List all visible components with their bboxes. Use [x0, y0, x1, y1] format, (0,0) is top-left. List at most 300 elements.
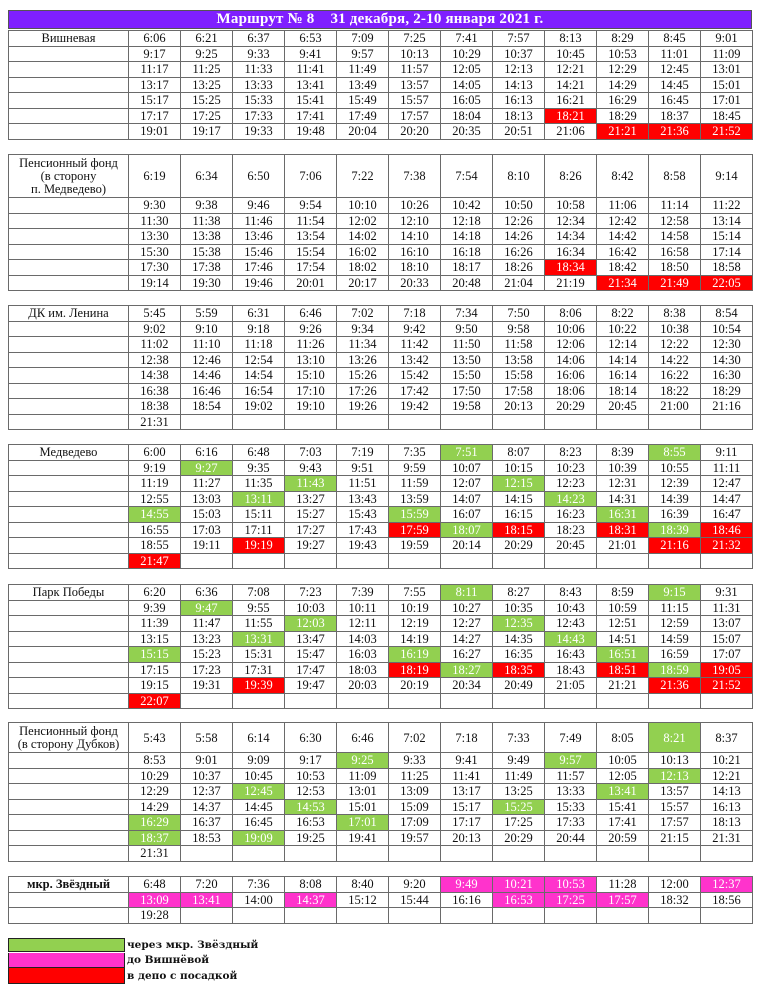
- departure-time: 14:02: [337, 229, 389, 245]
- departure-time: 16:55: [129, 522, 181, 538]
- departure-time: 7:34: [441, 306, 493, 322]
- departure-time: 16:35: [493, 647, 545, 663]
- table-row: [9, 229, 753, 245]
- departure-time: 12:58: [649, 213, 701, 229]
- departure-time: 17:49: [337, 108, 389, 124]
- departure-time: 20:01: [285, 275, 337, 291]
- departure-time: 9:46: [233, 198, 285, 214]
- stop-name: Вишневая: [9, 31, 129, 47]
- departure-time: 13:17: [441, 784, 493, 800]
- departure-time: 12:53: [285, 784, 337, 800]
- departure-time: 20:44: [545, 830, 597, 846]
- legend-swatch-green: [8, 938, 125, 952]
- departure-time: 11:41: [441, 768, 493, 784]
- departure-time: 11:30: [129, 213, 181, 229]
- departure-time: 16:14: [597, 368, 649, 384]
- departure-time: [441, 553, 493, 569]
- departure-time: 17:47: [285, 662, 337, 678]
- departure-time: 16:22: [649, 368, 701, 384]
- departure-time: 12:51: [597, 616, 649, 632]
- departure-time: [597, 553, 649, 569]
- departure-time: 9:54: [285, 198, 337, 214]
- departure-time: 21:21: [597, 678, 649, 694]
- departure-time: 21:16: [649, 538, 701, 554]
- departure-time: 20:35: [441, 124, 493, 140]
- schedule-section: [8, 722, 753, 862]
- departure-time: 12:47: [701, 476, 753, 492]
- departure-time: 8:39: [597, 445, 649, 461]
- table-row: [9, 198, 753, 214]
- departure-time: 13:25: [181, 77, 233, 93]
- departure-time: 15:31: [233, 647, 285, 663]
- table-row: [9, 31, 753, 47]
- departure-time: [233, 693, 285, 709]
- departure-time: 21:19: [545, 275, 597, 291]
- departure-time: [493, 908, 545, 924]
- departure-time: 5:58: [181, 723, 233, 753]
- departure-time: 7:09: [337, 31, 389, 47]
- departure-time: 6:48: [129, 877, 181, 893]
- departure-time: 18:39: [649, 522, 701, 538]
- departure-time: 15:25: [493, 799, 545, 815]
- departure-time: 12:03: [285, 616, 337, 632]
- departure-time: 15:50: [441, 368, 493, 384]
- departure-time: 11:49: [493, 768, 545, 784]
- departure-time: 13:59: [389, 491, 441, 507]
- departure-time: 18:51: [597, 662, 649, 678]
- table-row: [9, 693, 753, 709]
- departure-time: 15:10: [285, 368, 337, 384]
- departure-time: 11:28: [597, 877, 649, 893]
- departure-time: 11:57: [389, 62, 441, 78]
- departure-time: 12:13: [649, 768, 701, 784]
- departure-time: 7:49: [545, 723, 597, 753]
- stop-name: [9, 723, 129, 753]
- departure-time: 15:15: [129, 647, 181, 663]
- departure-time: 10:37: [493, 46, 545, 62]
- departure-time: 8:40: [337, 877, 389, 893]
- departure-time: 19:05: [701, 662, 753, 678]
- departure-time: 11:33: [233, 62, 285, 78]
- stop-name-empty: [9, 600, 129, 616]
- departure-time: 17:57: [597, 892, 649, 908]
- departure-time: 16:15: [493, 507, 545, 523]
- table-row: [9, 522, 753, 538]
- departure-time: 14:47: [701, 491, 753, 507]
- departure-time: 17:03: [181, 522, 233, 538]
- departure-time: 11:09: [701, 46, 753, 62]
- departure-time: 9:27: [181, 460, 233, 476]
- departure-time: 16:05: [441, 93, 493, 109]
- stop-name-empty: [9, 892, 129, 908]
- stop-name-empty: [9, 768, 129, 784]
- departure-time: 15:38: [181, 244, 233, 260]
- stop-name-empty: [9, 198, 129, 214]
- departure-time: 11:19: [129, 476, 181, 492]
- departure-time: 10:05: [597, 753, 649, 769]
- departure-time: 14:14: [597, 352, 649, 368]
- departure-time: 7:36: [233, 877, 285, 893]
- stop-name-empty: [9, 507, 129, 523]
- departure-time: [285, 414, 337, 430]
- table-row: [9, 46, 753, 62]
- table-row: [9, 723, 753, 753]
- departure-time: 15:43: [337, 507, 389, 523]
- departure-time: 15:23: [181, 647, 233, 663]
- departure-time: 21:00: [649, 399, 701, 415]
- departure-time: 18:13: [701, 815, 753, 831]
- departure-time: 19:57: [389, 830, 441, 846]
- departure-time: 21:34: [597, 275, 649, 291]
- departure-time: 12:27: [441, 616, 493, 632]
- table-row: [9, 753, 753, 769]
- departure-time: 10:13: [649, 753, 701, 769]
- departure-time: 12:23: [545, 476, 597, 492]
- departure-time: 12:34: [545, 213, 597, 229]
- departure-time: 16:03: [337, 647, 389, 663]
- departure-time: 8:08: [285, 877, 337, 893]
- departure-time: 17:25: [493, 815, 545, 831]
- departure-time: 14:31: [597, 491, 649, 507]
- departure-time: 6:37: [233, 31, 285, 47]
- departure-time: 16:10: [389, 244, 441, 260]
- departure-time: 13:47: [285, 631, 337, 647]
- departure-time: 11:15: [649, 600, 701, 616]
- departure-time: 20:13: [441, 830, 493, 846]
- departure-time: 13:17: [129, 77, 181, 93]
- departure-time: 9:26: [285, 321, 337, 337]
- departure-time: 9:51: [337, 460, 389, 476]
- departure-time: 11:49: [337, 62, 389, 78]
- departure-time: 19:41: [337, 830, 389, 846]
- departure-time: 19:48: [285, 124, 337, 140]
- departure-time: 9:25: [181, 46, 233, 62]
- table-row: [9, 846, 753, 862]
- departure-time: 7:41: [441, 31, 493, 47]
- departure-time: 21:01: [597, 538, 649, 554]
- departure-time: 16:31: [597, 507, 649, 523]
- departure-time: 21:31: [701, 830, 753, 846]
- departure-time: 9:17: [285, 753, 337, 769]
- legend: [8, 937, 258, 984]
- departure-time: 16:29: [129, 815, 181, 831]
- departure-time: 16:47: [701, 507, 753, 523]
- departure-time: 17:42: [389, 383, 441, 399]
- departure-time: 9:09: [233, 753, 285, 769]
- table-row: [9, 62, 753, 78]
- departure-time: 9:14: [701, 155, 753, 198]
- departure-time: 11:34: [337, 337, 389, 353]
- route-dates: 31 декабря, 2-10 января 2021 г.: [330, 11, 544, 27]
- departure-time: [441, 846, 493, 862]
- departure-time: 9:01: [181, 753, 233, 769]
- departure-time: 13:09: [129, 892, 181, 908]
- table-row: [9, 306, 753, 322]
- departure-time: 12:46: [181, 352, 233, 368]
- departure-time: 10:23: [545, 460, 597, 476]
- departure-time: 19:39: [233, 678, 285, 694]
- departure-time: 17:17: [441, 815, 493, 831]
- departure-time: 10:53: [545, 877, 597, 893]
- departure-time: 6:31: [233, 306, 285, 322]
- table-row: [9, 647, 753, 663]
- departure-time: 11:50: [441, 337, 493, 353]
- departure-time: 6:19: [129, 155, 181, 198]
- departure-time: 12:14: [597, 337, 649, 353]
- departure-time: 14:58: [649, 229, 701, 245]
- departure-time: 11:01: [649, 46, 701, 62]
- departure-time: 18:21: [545, 108, 597, 124]
- schedule-section: [8, 584, 753, 709]
- departure-time: 14:06: [545, 352, 597, 368]
- table-row: [9, 124, 753, 140]
- stop-name-empty: [9, 538, 129, 554]
- departure-time: 17:25: [545, 892, 597, 908]
- departure-time: 9:10: [181, 321, 233, 337]
- departure-time: 11:02: [129, 337, 181, 353]
- departure-time: 6:46: [337, 723, 389, 753]
- departure-time: 21:31: [129, 414, 181, 430]
- stop-name-empty: [9, 830, 129, 846]
- departure-time: 20:33: [389, 275, 441, 291]
- departure-time: 8:23: [545, 445, 597, 461]
- departure-time: 15:33: [545, 799, 597, 815]
- departure-time: 7:57: [493, 31, 545, 47]
- departure-time: 10:10: [337, 198, 389, 214]
- departure-time: 7:39: [337, 585, 389, 601]
- departure-time: 20:03: [337, 678, 389, 694]
- table-row: [9, 538, 753, 554]
- legend-label: в депо с посадкой: [127, 969, 238, 982]
- departure-time: 22:05: [701, 275, 753, 291]
- stop-name-line: Пенсионный фонд: [19, 723, 118, 738]
- departure-time: 8:58: [649, 155, 701, 198]
- departure-time: 13:43: [337, 491, 389, 507]
- departure-time: 12:29: [129, 784, 181, 800]
- departure-time: 11:31: [701, 600, 753, 616]
- departure-time: 12:10: [389, 213, 441, 229]
- departure-time: 18:02: [337, 260, 389, 276]
- stop-name-empty: [9, 108, 129, 124]
- departure-time: 20:17: [337, 275, 389, 291]
- departure-time: [337, 846, 389, 862]
- departure-time: 15:17: [129, 93, 181, 109]
- departure-time: 12:13: [493, 62, 545, 78]
- departure-time: 17:09: [389, 815, 441, 831]
- stop-name: [9, 155, 129, 198]
- departure-time: 15:46: [233, 244, 285, 260]
- departure-time: 18:17: [441, 260, 493, 276]
- departure-time: 14:43: [545, 631, 597, 647]
- departure-time: 11:25: [389, 768, 441, 784]
- departure-time: 14:18: [441, 229, 493, 245]
- departure-time: 14:37: [181, 799, 233, 815]
- departure-time: 17:41: [597, 815, 649, 831]
- departure-time: 18:55: [129, 538, 181, 554]
- departure-time: [337, 553, 389, 569]
- departure-time: 14:34: [545, 229, 597, 245]
- departure-time: [389, 553, 441, 569]
- departure-time: 14:29: [129, 799, 181, 815]
- departure-time: 7:33: [493, 723, 545, 753]
- departure-time: 17:38: [181, 260, 233, 276]
- departure-time: 15:14: [701, 229, 753, 245]
- departure-time: [597, 414, 649, 430]
- departure-time: 16:30: [701, 368, 753, 384]
- departure-time: 17:58: [493, 383, 545, 399]
- departure-time: 15:01: [337, 799, 389, 815]
- departure-time: 8:45: [649, 31, 701, 47]
- departure-time: 9:01: [701, 31, 753, 47]
- stop-name-empty: [9, 213, 129, 229]
- departure-time: 14:42: [597, 229, 649, 245]
- table-row: [9, 368, 753, 384]
- departure-time: 17:57: [649, 815, 701, 831]
- departure-time: [181, 908, 233, 924]
- table-row: [9, 553, 753, 569]
- departure-time: 9:34: [337, 321, 389, 337]
- departure-time: 9:49: [441, 877, 493, 893]
- departure-time: 12:35: [493, 616, 545, 632]
- departure-time: 18:46: [701, 522, 753, 538]
- departure-time: 18:06: [545, 383, 597, 399]
- departure-time: 10:38: [649, 321, 701, 337]
- departure-time: 15:09: [389, 799, 441, 815]
- departure-time: 12:45: [649, 62, 701, 78]
- departure-time: 20:45: [545, 538, 597, 554]
- departure-time: 13:26: [337, 352, 389, 368]
- departure-time: 15:12: [337, 892, 389, 908]
- departure-time: 14:46: [181, 368, 233, 384]
- departure-time: 12:06: [545, 337, 597, 353]
- departure-time: 15:49: [337, 93, 389, 109]
- departure-time: 6:36: [181, 585, 233, 601]
- stop-name-empty: [9, 93, 129, 109]
- departure-time: 18:07: [441, 522, 493, 538]
- departure-time: 9:57: [337, 46, 389, 62]
- departure-time: 12:05: [441, 62, 493, 78]
- departure-time: 16:51: [597, 647, 649, 663]
- departure-time: 9:57: [545, 753, 597, 769]
- departure-time: 16:45: [233, 815, 285, 831]
- departure-time: 18:27: [441, 662, 493, 678]
- departure-time: 17:57: [389, 108, 441, 124]
- stop-name: Парк Победы: [9, 585, 129, 601]
- departure-time: 18:13: [493, 108, 545, 124]
- departure-time: 10:37: [181, 768, 233, 784]
- departure-time: 12:11: [337, 616, 389, 632]
- departure-time: 20:34: [441, 678, 493, 694]
- departure-time: 19:14: [129, 275, 181, 291]
- departure-time: 8:59: [597, 585, 649, 601]
- departure-time: [181, 846, 233, 862]
- table-row: [9, 507, 753, 523]
- departure-time: [233, 908, 285, 924]
- stop-name-empty: [9, 553, 129, 569]
- departure-time: 11:59: [389, 476, 441, 492]
- departure-time: 10:21: [493, 877, 545, 893]
- departure-time: 18:19: [389, 662, 441, 678]
- departure-time: 16:53: [493, 892, 545, 908]
- departure-time: 17:10: [285, 383, 337, 399]
- table-row: [9, 108, 753, 124]
- departure-time: 7:19: [337, 445, 389, 461]
- departure-time: [597, 846, 649, 862]
- stop-name-empty: [9, 62, 129, 78]
- departure-time: 14:45: [233, 799, 285, 815]
- departure-time: 14:10: [389, 229, 441, 245]
- departure-time: 20:29: [545, 399, 597, 415]
- departure-time: 6:48: [233, 445, 285, 461]
- departure-time: 19:43: [337, 538, 389, 554]
- departure-time: 12:18: [441, 213, 493, 229]
- departure-time: 21:31: [129, 846, 181, 862]
- departure-time: 18:43: [545, 662, 597, 678]
- departure-time: 17:15: [129, 662, 181, 678]
- departure-time: 20:48: [441, 275, 493, 291]
- stop-name-empty: [9, 77, 129, 93]
- departure-time: 18:15: [493, 522, 545, 538]
- departure-time: 14:29: [597, 77, 649, 93]
- departure-time: 14:51: [597, 631, 649, 647]
- table-row: [9, 877, 753, 893]
- table-row: [9, 768, 753, 784]
- departure-time: [285, 908, 337, 924]
- departure-time: 17:01: [701, 93, 753, 109]
- departure-time: 12:02: [337, 213, 389, 229]
- departure-time: 17:07: [701, 647, 753, 663]
- departure-time: 15:11: [233, 507, 285, 523]
- departure-time: 19:59: [389, 538, 441, 554]
- table-row: [9, 908, 753, 924]
- departure-time: 16:27: [441, 647, 493, 663]
- stop-name-empty: [9, 693, 129, 709]
- departure-time: 14:00: [233, 892, 285, 908]
- departure-time: 18:29: [597, 108, 649, 124]
- departure-time: 11:09: [337, 768, 389, 784]
- departure-time: 5:45: [129, 306, 181, 322]
- departure-time: 13:01: [701, 62, 753, 78]
- departure-time: 9:15: [649, 585, 701, 601]
- departure-time: 10:19: [389, 600, 441, 616]
- departure-time: 7:51: [441, 445, 493, 461]
- departure-time: 11:43: [285, 476, 337, 492]
- departure-time: 16:58: [649, 244, 701, 260]
- departure-time: 12:15: [493, 476, 545, 492]
- departure-time: 16:18: [441, 244, 493, 260]
- departure-time: 9:19: [129, 460, 181, 476]
- departure-time: 15:27: [285, 507, 337, 523]
- table-row: [9, 600, 753, 616]
- departure-time: [545, 553, 597, 569]
- departure-time: 7:18: [389, 306, 441, 322]
- departure-time: 11:46: [233, 213, 285, 229]
- departure-time: 16:06: [545, 368, 597, 384]
- table-row: [9, 585, 753, 601]
- departure-time: 13:57: [649, 784, 701, 800]
- departure-time: 9:55: [233, 600, 285, 616]
- stop-name-empty: [9, 399, 129, 415]
- departure-time: [441, 693, 493, 709]
- departure-time: 21:49: [649, 275, 701, 291]
- table-row: [9, 260, 753, 276]
- departure-time: 10:53: [597, 46, 649, 62]
- departure-time: 14:15: [493, 491, 545, 507]
- table-row: [9, 815, 753, 831]
- table-row: [9, 799, 753, 815]
- departure-time: 7:25: [389, 31, 441, 47]
- departure-time: 11:22: [701, 198, 753, 214]
